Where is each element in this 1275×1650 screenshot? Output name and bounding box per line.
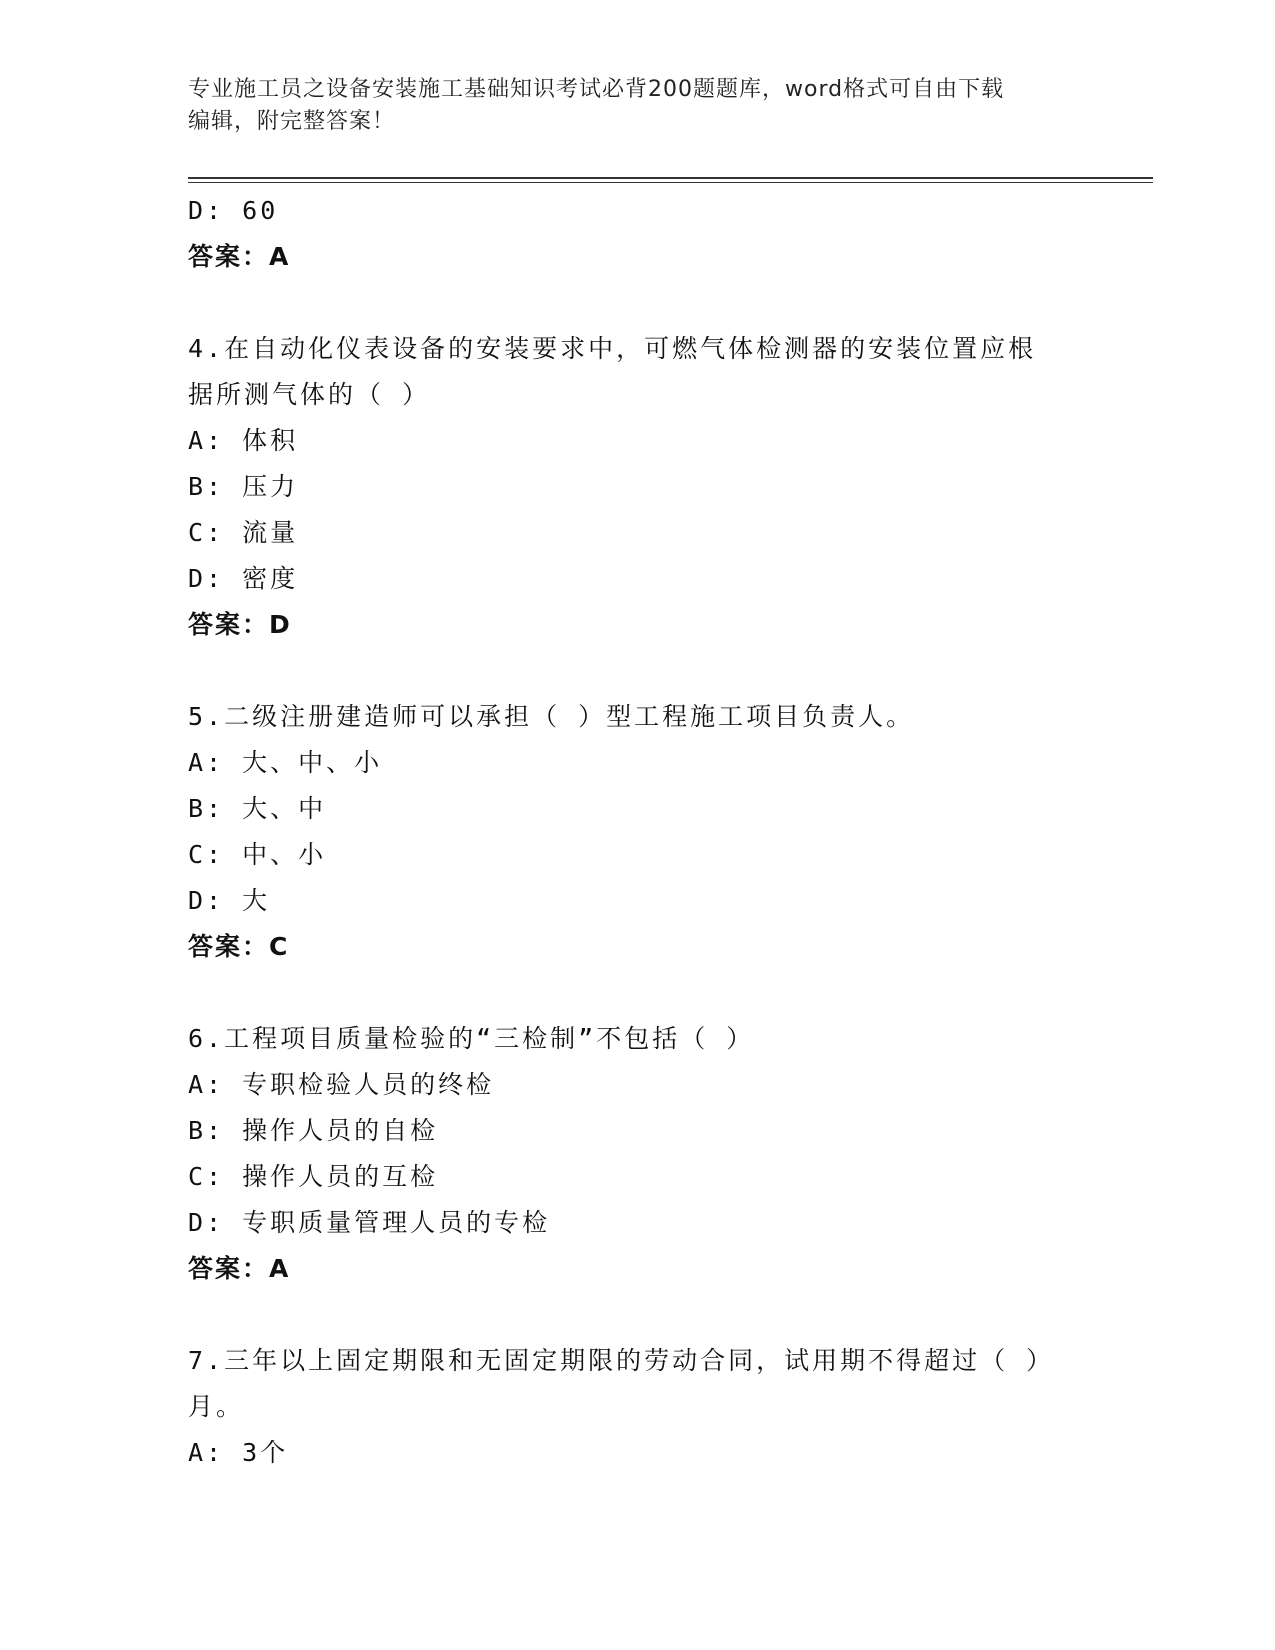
- document-header: [188, 74, 1088, 138]
- prev-answer: [188, 234, 1088, 280]
- spacer: [188, 970, 1088, 1016]
- question-4-option-b: B: 压力: [188, 472, 299, 501]
- question-content: [188, 188, 1088, 1476]
- question-4-option-d: D: 密度: [188, 564, 299, 593]
- question-6-answer: [188, 1246, 1088, 1292]
- answer-value: A: [269, 1254, 291, 1283]
- question-5-option-a: A: 大、中、小: [188, 748, 383, 777]
- question-5-option-b: B: 大、中: [188, 794, 327, 823]
- question-4-text-line-2: 据所测气体的（ ）: [188, 380, 431, 409]
- answer-label: 答案：: [188, 1254, 270, 1283]
- question-6-option-b: B: 操作人员的自检: [188, 1116, 439, 1145]
- question-5-option-d: D: 大: [188, 886, 271, 915]
- header-divider-thin: [188, 182, 1153, 183]
- answer-label: 答案：: [188, 610, 270, 639]
- answer-value: A: [269, 242, 291, 271]
- question-4-text-line-1: 4.在自动化仪表设备的安装要求中，可燃气体检测器的安装位置应根: [188, 334, 1037, 363]
- answer-label: 答案：: [188, 242, 270, 271]
- spacer: [188, 280, 1088, 326]
- question-5-option-c: C: 中、小: [188, 840, 327, 869]
- answer-value: D: [269, 610, 292, 639]
- header-line-1: 专业施工员之设备安装施工基础知识考试必背200题题库，word格式可自由下载: [188, 77, 1005, 102]
- prev-option-d: D: 60: [188, 196, 279, 225]
- answer-label: 答案：: [188, 932, 270, 961]
- question-5-text-line-1: 5.二级注册建造师可以承担（ ）型工程施工项目负责人。: [188, 702, 915, 731]
- question-6-text-line-1: 6.工程项目质量检验的“三检制”不包括（ ）: [188, 1024, 755, 1053]
- question-6-option-c: C: 操作人员的互检: [188, 1162, 439, 1191]
- question-6-option-a: A: 专职检验人员的终检: [188, 1070, 495, 1099]
- question-5-answer: [188, 924, 1088, 970]
- question-4-option-a: A: 体积: [188, 426, 299, 455]
- question-4-option-c: C: 流量: [188, 518, 299, 547]
- question-6-option-d: D: 专职质量管理人员的专检: [188, 1208, 551, 1237]
- question-4-answer: [188, 602, 1088, 648]
- spacer: [188, 648, 1088, 694]
- answer-value: C: [269, 932, 290, 961]
- spacer: [188, 1292, 1088, 1338]
- question-7-text-line-2: 月。: [188, 1392, 245, 1421]
- question-7-text-line-1: 7.三年以上固定期限和无固定期限的劳动合同，试用期不得超过（ ）: [188, 1346, 1055, 1375]
- question-7-option-a: A: 3个: [188, 1438, 289, 1467]
- header-divider-thick: [188, 177, 1153, 179]
- header-line-2: 编辑，附完整答案！: [188, 109, 396, 134]
